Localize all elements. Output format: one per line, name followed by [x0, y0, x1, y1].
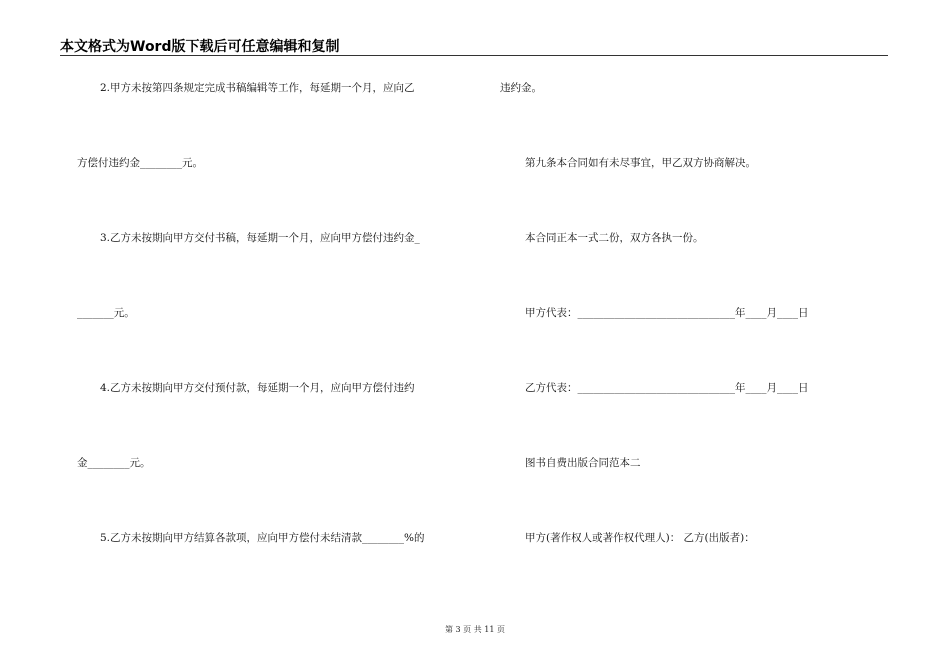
signature-line-party-a: 甲方代表：______________________________年____月____日: [525, 307, 809, 319]
header-divider: [60, 55, 888, 56]
right-line-1: 违约金。: [500, 82, 542, 94]
right-line-7: 甲方(著作权人或著作权代理人)： 乙方(出版者)：: [525, 532, 755, 544]
signature-line-party-b: 乙方代表：______________________________年____月____日: [525, 382, 809, 394]
left-line-5: 4.乙方未按期向甲方交付预付款，每延期一个月，应向甲方偿付违约: [100, 382, 415, 394]
left-line-1: 2.甲方未按第四条规定完成书稿编辑等工作，每延期一个月，应向乙: [100, 82, 415, 94]
left-line-6: 金________元。: [77, 457, 151, 469]
page-indicator: 第 3 页 共 11 页: [445, 625, 505, 634]
right-line-2: 第九条本合同如有未尽事宜，甲乙双方协商解决。: [525, 157, 756, 169]
left-line-4: _______元。: [77, 307, 135, 319]
left-line-3: 3.乙方未按期向甲方交付书稿，每延期一个月，应向甲方偿付违约金_: [100, 232, 420, 244]
right-line-3: 本合同正本一式二份，双方各执一份。: [525, 232, 704, 244]
document-header-title: 本文格式为Word版下载后可任意编辑和复制: [60, 39, 340, 55]
section-title: 图书自费出版合同范本二: [525, 457, 641, 469]
left-line-7: 5.乙方未按期向甲方结算各款项，应向甲方偿付未结清款________%的: [100, 532, 425, 544]
left-line-2: 方偿付违约金________元。: [77, 157, 203, 169]
